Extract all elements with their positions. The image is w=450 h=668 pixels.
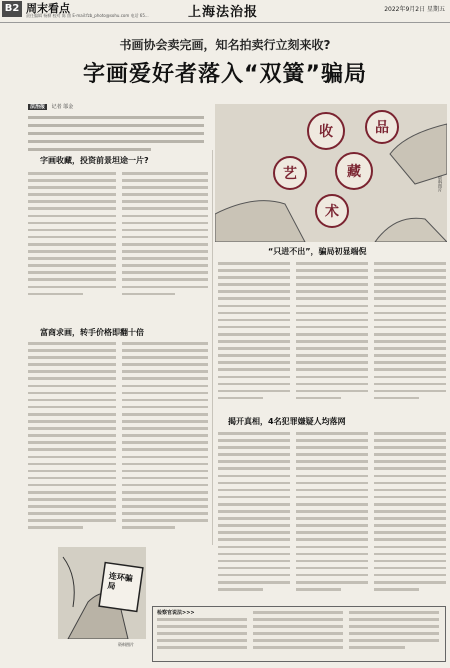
disc-cang: 藏: [335, 152, 373, 190]
section-title: 周末看点: [26, 2, 70, 15]
subhead-2: 富商求画，转手价格即翻十倍: [40, 328, 144, 337]
infobox-text-a: [157, 618, 247, 658]
photo-sign-text: 连环骗局: [106, 571, 134, 592]
disc-shou: 收: [307, 112, 345, 150]
disc-shu: 术: [315, 194, 349, 228]
illustration-credit: 资料图片: [438, 176, 443, 192]
byline: [28, 103, 73, 110]
column-divider: [212, 150, 213, 545]
body-text-col1b: [122, 172, 208, 300]
byline-text: 记者 邬金: [51, 104, 74, 110]
infobox-text-c: [349, 611, 439, 658]
byline-tag: 法治报: [30, 104, 46, 110]
body-text-col2b: [122, 342, 208, 540]
subhead-4: 揭开真相，4名犯罪嫌疑人均落网: [228, 417, 346, 426]
headline-kicker: 书画协会卖完画，知名拍卖行立刻来收?: [119, 38, 331, 52]
body-text-col2a: [28, 342, 116, 540]
subhead-1: 字画收藏，投资前景坦途一片?: [40, 156, 149, 165]
lead-paragraph: [28, 116, 204, 156]
page-header: [0, 0, 450, 23]
illustration: [215, 104, 447, 242]
body-text-col3c: [374, 262, 446, 410]
body-text-col4a: [218, 432, 290, 600]
body-text-col4c: [374, 432, 446, 600]
header-meta: 责任编辑 杨柳 校对 陈 茵 E-mail:fzb_photo@sohu.com 电话 65...: [26, 13, 149, 18]
body-text-col3a: [218, 262, 290, 410]
issue-date: 2022年9月2日 星期五: [384, 6, 445, 13]
infobox-text-b: [253, 611, 343, 658]
infobox-title: 检察官说法>>>: [157, 610, 195, 616]
disc-pin: 品: [365, 110, 399, 144]
disc-yi: 艺: [273, 156, 307, 190]
subhead-3: “只进不出”，骗局初显端倪: [268, 247, 367, 256]
scam-photo: [58, 547, 146, 639]
body-text-col3b: [296, 262, 368, 410]
body-text-col1a: [28, 172, 116, 300]
headline-title: 字画爱好者落入“双簧”骗局: [83, 62, 367, 87]
prosecutor-commentary-box: [152, 606, 446, 662]
body-text-col4b: [296, 432, 368, 600]
page-number: B2: [2, 1, 22, 17]
photo-credit: 资料图片: [118, 642, 134, 647]
masthead-logo: 上海法治报: [188, 5, 259, 20]
